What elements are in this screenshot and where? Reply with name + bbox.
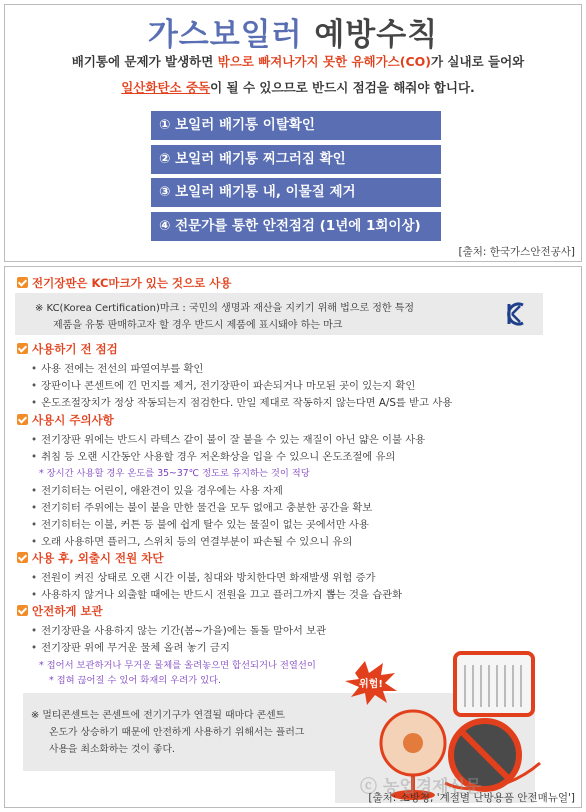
check-icon <box>17 414 28 425</box>
multitap-line-1: ※ 멀티콘센트는 콘센트에 전기기구가 연결될 때마다 콘센트 <box>31 710 286 721</box>
section-header-text: 사용하기 전 점검 <box>32 342 118 356</box>
section-header-text: 사용시 주의사항 <box>32 413 114 427</box>
section-header-power-off <box>17 550 163 566</box>
intro-1a: 배기통에 문제가 발생하면 <box>71 54 218 69</box>
multitap-line-2: 온도가 상승하기 때문에 안전하게 사용하기 위해서는 플러그 <box>49 727 305 738</box>
intro-2b: 이 될 수 있으므로 반드시 점검을 해줘야 합니다. <box>210 80 475 95</box>
intro-1c: 가 실내로 들어와 <box>431 54 525 69</box>
list-item: • 전기히터는 어린이, 애완견이 있을 경우에는 사용 자제 <box>31 482 283 497</box>
source-credit: [출처: 소방청, '계절별 난방용품 안전매뉴얼'] <box>368 792 575 804</box>
title-part-2: 예방수칙 <box>314 17 439 53</box>
step-list <box>151 111 441 245</box>
kc-mark-icon <box>505 301 529 327</box>
section-header-before-use <box>17 341 118 357</box>
electric-heater-panel <box>4 266 582 808</box>
step-item: ② 보일러 배기통 찌그러짐 확인 <box>151 145 441 174</box>
intro-2a: 일산화탄소 중독 <box>121 80 211 95</box>
list-item: • 취침 등 오랜 시간동안 사용할 경우 저온화상을 입을 수 있으니 온도조절에 유의 <box>31 448 395 463</box>
page-title <box>5 9 581 54</box>
watermark: ⓒ 농업경제신문 <box>360 777 482 797</box>
list-item: • 전기장판을 사용하지 않는 기간(봄~가을)에는 돌돌 말아서 보관 <box>31 622 326 637</box>
section-header-text: 사용 후, 외출시 전원 차단 <box>32 551 164 565</box>
kc-line-2: 제품을 유통 판매하고자 할 경우 반드시 제품에 표시돼야 하는 마크 <box>53 320 343 331</box>
multitap-line-3: 사용을 최소화하는 것이 좋다. <box>49 744 176 755</box>
note-text-cont: * 접혀 끊어질 수 있어 화재의 우려가 있다. <box>49 672 221 686</box>
step-item: ① 보일러 배기통 이탈확인 <box>151 111 441 140</box>
kc-line-1: ※ KC(Korea Certification)마크 : 국민의 생명과 재산을 지키기 위해 법으로 정한 특정 <box>35 303 415 314</box>
multitap-note-box <box>23 693 335 771</box>
gas-boiler-panel <box>4 4 582 262</box>
section-header-text: 전기장판은 KC마크가 있는 것으로 사용 <box>32 276 232 290</box>
list-item: • 전기장판 위에는 반드시 라텍스 같이 불이 잘 붙을 수 있는 재질이 아닌 얇은 이불 사용 <box>31 431 425 446</box>
list-item: • 오래 사용하면 플러그, 스위치 등의 연결부분이 파손될 수 있으니 유의 <box>31 533 352 548</box>
list-item: • 사용하지 않거나 외출할 때에는 반드시 전원을 끄고 플러그까지 뽑는 것을 습관화 <box>31 586 402 601</box>
list-item: • 전기장판 위에 무거운 물체 올려 놓기 금지 <box>31 639 230 654</box>
check-icon <box>17 343 28 354</box>
title-part-1: 가스보일러 <box>147 17 303 53</box>
source-credit: [출처: 한국가스안전공사] <box>458 246 575 258</box>
section-header-text: 안전하게 보관 <box>32 604 103 618</box>
kc-info-box <box>15 293 543 335</box>
warning-badge: 위험! <box>359 679 383 690</box>
list-item: • 장판이나 콘센트에 낀 먼지를 제거, 전기장판이 파손되거나 마모된 곳이 있는지 확인 <box>31 377 415 392</box>
list-item: • 전원이 켜진 상태로 오랜 시간 이불, 침대와 방치한다면 화재발생 위험 증가 <box>31 569 375 584</box>
check-icon <box>17 605 28 616</box>
intro-line-2 <box>35 77 561 98</box>
list-item: • 온도조절장치가 정상 작동되는지 점검한다. 만일 제대로 작동하지 않는다면 A/S를 받고 사용 <box>31 394 452 409</box>
check-icon <box>17 552 28 563</box>
step-item: ③ 보일러 배기통 내, 이물질 제거 <box>151 178 441 207</box>
note-text: * 장시간 사용할 경우 온도를 35~37℃ 정도로 유지하는 것이 적당 <box>39 465 310 479</box>
section-header-kc <box>17 275 231 291</box>
list-item: • 사용 전에는 전선의 파열여부를 확인 <box>31 360 203 375</box>
step-item: ④ 전문가를 통한 안전점검 (1년에 1회이상) <box>151 212 441 241</box>
intro-1b: 밖으로 빠져나가지 못한 유해가스(CO) <box>217 54 431 69</box>
section-header-storage <box>17 603 103 619</box>
list-item: • 전기히터 주위에는 불이 붙을 만한 물건을 모두 없애고 충분한 공간을 확보 <box>31 499 372 514</box>
note-text: * 접어서 보관하거나 무거운 물체를 올려놓으면 합선되거나 전열선이 <box>39 657 316 671</box>
check-icon <box>17 277 28 288</box>
intro-line-1 <box>35 51 561 72</box>
section-header-precautions <box>17 412 114 428</box>
list-item: • 전기히터는 이불, 커튼 등 불에 쉽게 탈수 있는 물질이 없는 곳에서만 사용 <box>31 516 369 531</box>
